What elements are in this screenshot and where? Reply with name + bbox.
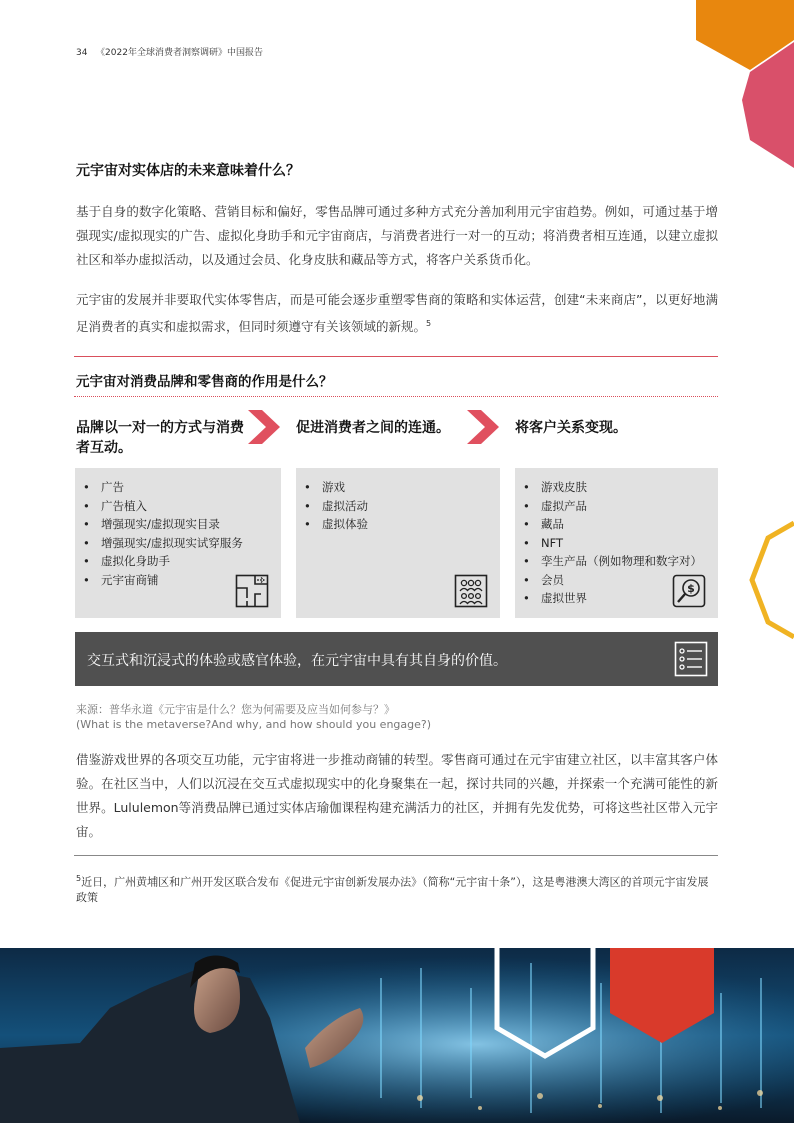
box-connect <box>296 468 500 618</box>
list-item: • 游戏 <box>304 478 500 497</box>
divider-red <box>74 356 718 357</box>
value-banner-text: 交互式和沉浸式的体验或感官体验，在元宇宙中具有其自身的价值。 <box>87 653 507 669</box>
list-item: • 增强现实/虚拟现实试穿服务 <box>83 534 281 553</box>
list-item: • 孪生产品（例如物理和数字对） <box>523 552 718 571</box>
source-citation-en: (What is the metaverse?And why, and how should you engage?) <box>76 718 432 731</box>
box-engage <box>75 468 281 618</box>
paragraph-community: 借鉴游戏世界的各项交互功能，元宇宙将进一步推动商铺的转型。零售商可通过在元宇宙建立社区，以丰富其客户体验。在社区当中，人们以沉浸在交互式虚拟现实中的化身聚集在一起，探讨共同的兴趣，并探索一个充满可能性的新世界。Lululemon等消费品牌已通过实体店瑜伽课程构建充满活力的社区，并拥有先发优势，可将这些社区带入元宇宙。 <box>76 752 718 839</box>
decorative-hexagon-outline <box>746 520 794 640</box>
list-item: • 虚拟体验 <box>304 515 500 534</box>
page-number: 34 <box>76 48 88 58</box>
footnote-number: 5 <box>76 874 82 883</box>
box-monetize <box>515 468 718 618</box>
svg-text:$: $ <box>687 582 695 595</box>
list-engage <box>75 468 281 589</box>
source-citation <box>76 702 431 732</box>
list-item: • 虚拟化身助手 <box>83 552 281 571</box>
community-group-icon <box>454 574 488 608</box>
divider-dotted <box>74 396 718 397</box>
paragraph-intro: 基于自身的数字化策略、营销目标和偏好，零售品牌可通过多种方式充分善加利用元宇宙趋势。例如，可通过基于增强现实/虚拟现实的广告、虚拟化身助手和元宇宙商店，与消费者进行一对一的互动；将消费者相互连通，以建立虚拟社区和举办虚拟活动，以及通过会员、化身皮肤和藏品等方式，将客户关系货币化。 <box>76 204 718 267</box>
list-item: • 广告 <box>83 478 281 497</box>
report-title: 《2022年全球消费者洞察调研》中国报告 <box>96 48 263 58</box>
decorative-hexagons-top <box>690 0 794 170</box>
footnote <box>76 871 718 905</box>
column-title-monetize: 将客户关系变现。 <box>515 420 627 436</box>
list-item: • 会员 <box>523 571 718 590</box>
list-connect <box>296 468 500 534</box>
list-item: • 虚拟世界 <box>523 589 718 608</box>
chevron-right-icon <box>248 410 280 444</box>
list-item: • 游戏皮肤 <box>523 478 718 497</box>
list-item: • 广告植入 <box>83 497 281 516</box>
section-heading-role: 元宇宙对消费品牌和零售商的作用是什么？ <box>76 374 333 390</box>
section-heading-physical-store: 元宇宙对实体店的未来意味着什么？ <box>76 163 300 179</box>
list-item: • 元宇宙商铺 <box>83 571 281 590</box>
dollar-search-icon <box>672 574 706 608</box>
checklist-icon <box>674 641 708 677</box>
list-item: • 虚拟产品 <box>523 497 718 516</box>
list-item: • 增强现实/虚拟现实目录 <box>83 515 281 534</box>
paragraph-store-future-text: 元宇宙的发展并非要取代实体零售店，而是可能会逐步重塑零售商的策略和实体运营，创建“未来商店”，以更好地满足消费者的真实和虚拟需求，但同时须遵守有关该领域的新规。 <box>76 292 718 335</box>
store-layout-icon <box>235 574 269 608</box>
column-title-connect: 促进消费者之间的连通。 <box>296 420 450 436</box>
chevron-right-icon <box>467 410 499 444</box>
list-item: • 藏品 <box>523 515 718 534</box>
column-title-engage: 品牌以一对一的方式与消费者互动。 <box>76 420 244 456</box>
page-header <box>76 45 263 58</box>
metaverse-photo <box>0 948 794 1123</box>
footnote-divider <box>74 855 718 856</box>
value-banner <box>75 632 718 686</box>
list-item: • 虚拟活动 <box>304 497 500 516</box>
paragraph-store-future <box>76 288 718 339</box>
footnote-text: 近日，广州黄埔区和广州开发区联合发布《促进元宇宙创新发展办法》（简称“元宇宙十条”），这是粤港澳大湾区的首项元宇宙发展政策 <box>76 875 709 904</box>
footnote-reference: 5 <box>426 319 432 328</box>
source-citation-cn: 来源：普华永道《元宇宙是什么？您为何需要及应当如何参与？》 <box>76 703 395 716</box>
list-item: • NFT <box>523 534 718 553</box>
